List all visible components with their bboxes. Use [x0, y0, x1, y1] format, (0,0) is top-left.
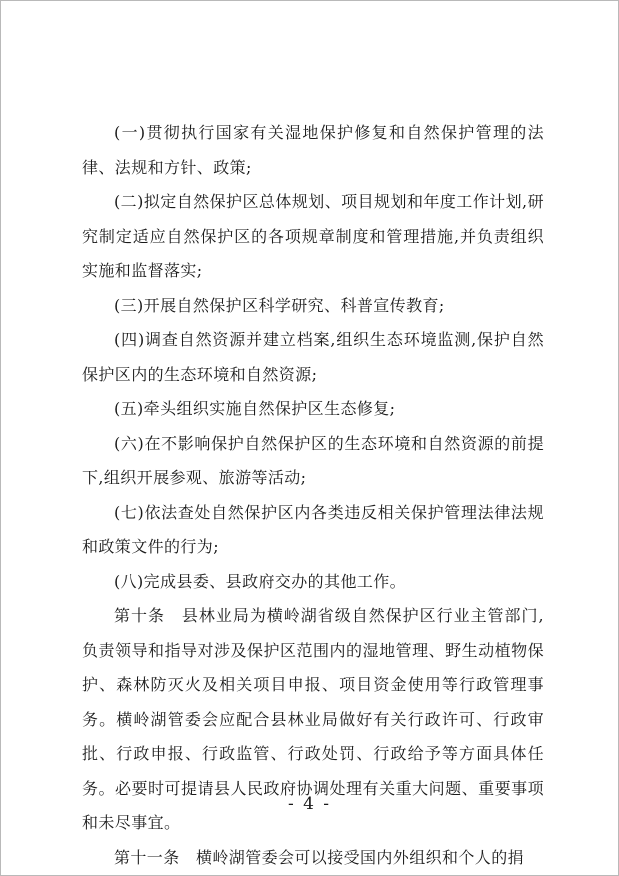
duty-item-8: (八)完成县委、县政府交办的其他工作。: [114, 571, 407, 591]
duty-item-1: (一)贯彻执行国家有关湿地保护修复和自然保护管理的法律、法规和方针、政策;: [82, 123, 544, 177]
duty-item-7: (七)依法查处自然保护区内各类违反相关保护管理法律法规和政策文件的行为;: [82, 502, 544, 556]
article-11: 第十一条 横岭湖管委会可以接受国内外组织和个人的捐: [114, 847, 525, 867]
page-number: - 4 -: [287, 794, 332, 814]
duty-item-5: (五)牵头组织实施自然保护区生态修复;: [114, 399, 396, 418]
article-10: 第十条 县林业局为横岭湖省级自然保护区行业主管部门,负责领导和指导对涉及保护区范围内的湿地管理、野生动植物保护、森林防灭火及相关项目申报、项目资金使用等行政管理事务。横岭湖管委会应配合县林业局做好有关行政许可、行政审批、行政申报、行政监管、行政处罚、行政给予等方面具体任务。必要时可提请县人民政府协调处理有关重大问题、重要事项和未尽事宜。: [82, 606, 544, 832]
duty-item-3: (三)开展自然保护区科学研究、科普宣传教育;: [114, 295, 445, 315]
duty-item-2: (二)拟定自然保护区总体规划、项目规划和年度工作计划,研究制定适应自然保护区的各项规章制度和管理措施,并负责组织实施和监督落实;: [82, 192, 544, 280]
document-body: [82, 116, 544, 875]
duty-item-4: (四)调查自然资源并建立档案,组织生态环境监测,保护自然保护区内的生态环境和自然资源;: [82, 330, 544, 384]
duty-item-6: (六)在不影响保护自然保护区的生态环境和自然资源的前提下,组织开展参观、旅游等活动;: [82, 433, 544, 487]
